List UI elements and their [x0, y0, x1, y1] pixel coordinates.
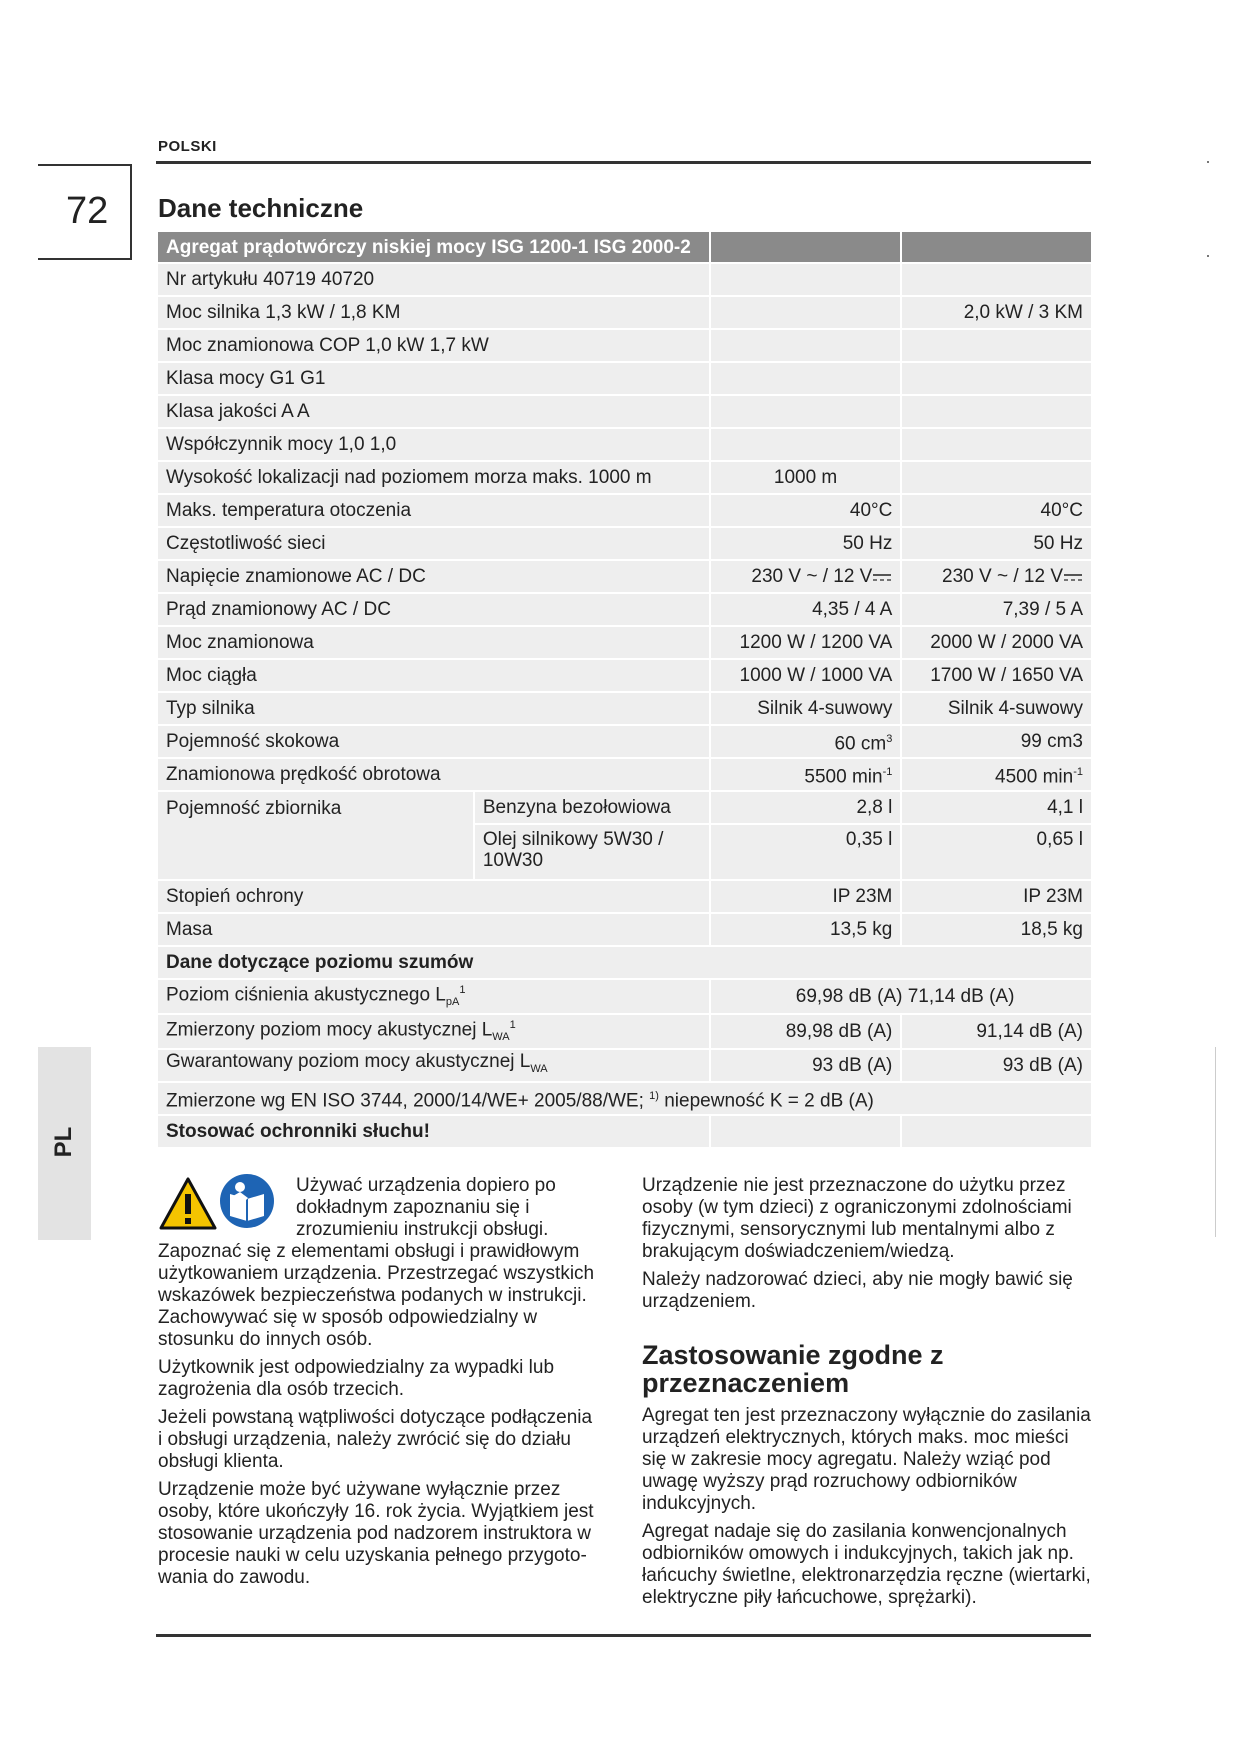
- value-cell: [901, 395, 1092, 428]
- row-label: Prąd znamionowy AC / DC: [158, 593, 710, 626]
- ear-protection-warning: Stosować ochronniki słuchu!: [158, 1115, 710, 1148]
- value-cell: [901, 263, 1092, 296]
- table-header-row: [158, 232, 1092, 263]
- edge-line: [1215, 1047, 1216, 1237]
- table-row: [158, 626, 1092, 659]
- row-label: Pojemność zbiornika: [158, 791, 474, 880]
- value-cell: 93 dB (A): [710, 1049, 902, 1082]
- table-row: [158, 494, 1092, 527]
- value-cell: [901, 428, 1092, 461]
- table-row: [158, 725, 1092, 758]
- value-cell: [901, 1115, 1092, 1148]
- value-cell: 2000 W / 2000 VA: [901, 626, 1092, 659]
- value-cell: 93 dB (A): [901, 1049, 1092, 1082]
- row-label: Typ silnika: [158, 692, 710, 725]
- row-label: [158, 1014, 710, 1049]
- measurement-note: [158, 1082, 1092, 1115]
- table-header-cell: Agregat prądotwórczy niskiej mocy ISG 1200-1 ISG 2000-2: [158, 232, 710, 263]
- speed-value: 4500 min: [995, 766, 1074, 788]
- right-column: [642, 1175, 1092, 1615]
- table-row: [158, 1049, 1092, 1082]
- value-cell: 0,65 l: [901, 824, 1092, 880]
- value-cell: [710, 1115, 902, 1148]
- table-row: [158, 758, 1092, 791]
- footer-rule: [156, 1634, 1091, 1637]
- value-cell: 1000 W / 1000 VA: [710, 659, 902, 692]
- value-cell: [710, 725, 902, 758]
- table-row: [158, 946, 1092, 979]
- sub-label: Olej silnikowy 5W30 / 10W30: [474, 824, 710, 880]
- header-rule: [156, 161, 1091, 164]
- speed-value: 5500 min: [804, 766, 883, 788]
- left-column: [158, 1175, 598, 1595]
- table-row: [158, 659, 1092, 692]
- value-cell: 18,5 kg: [901, 913, 1092, 946]
- noise-section-label: Dane dotyczące poziomu szumów: [158, 946, 1092, 979]
- language-side-tab-label: PL: [50, 1126, 77, 1158]
- table-row: [158, 1014, 1092, 1049]
- value-cell: 4,1 l: [901, 791, 1092, 824]
- unit-superscript: -1: [882, 765, 893, 778]
- row-label: [158, 1049, 710, 1082]
- value-cell: Silnik 4-suwowy: [710, 692, 902, 725]
- table-row: [158, 1082, 1092, 1115]
- row-label: Częstotliwość sieci: [158, 527, 710, 560]
- value-cell: [710, 296, 902, 329]
- value-cell: 4,35 / 4 A: [710, 593, 902, 626]
- paragraph: Użytkownik jest odpowiedzialny za wypadki lub zagrożenia dla osób trzecich.: [158, 1357, 555, 1400]
- value-cell: 50 Hz: [901, 527, 1092, 560]
- value-cell: 69,98 dB (A) 71,14 dB (A): [710, 979, 1092, 1014]
- table-row: [158, 913, 1092, 946]
- table-row: [158, 527, 1092, 560]
- table-row: [158, 362, 1092, 395]
- section-title: Dane techniczne: [158, 193, 364, 223]
- value-cell: 91,14 dB (A): [901, 1014, 1092, 1049]
- paragraph: Należy nadzorować dzieci, aby nie mogły bawić się urządzeniem.: [642, 1269, 1073, 1312]
- intended-use-heading: Zastosowanie zgodne z przeznaczeniem: [642, 1340, 944, 1398]
- technical-data-table: [158, 232, 1093, 1149]
- value-cell: [710, 758, 902, 791]
- value-cell: 2,8 l: [710, 791, 902, 824]
- value-cell: 89,98 dB (A): [710, 1014, 902, 1049]
- value-cell: IP 23M: [901, 880, 1092, 913]
- value-cell: 50 Hz: [710, 527, 902, 560]
- value-cell: 1200 W / 1200 VA: [710, 626, 902, 659]
- paragraph: Używać urządzenia dopiero po dokładnym zapoznaniu się i zrozumieniu instrukcji obsługi.: [296, 1175, 556, 1240]
- value-cell: IP 23M: [710, 880, 902, 913]
- voltage-value: 230 V ~ / 12 V: [751, 566, 873, 587]
- row-label: Moc silnika 1,3 kW / 1,8 KM: [158, 296, 710, 329]
- row-label: Stopień ochrony: [158, 880, 710, 913]
- pressure-label-text: Poziom ciśnienia akustycznego L: [166, 984, 446, 1006]
- value-cell: 7,39 / 5 A: [901, 593, 1092, 626]
- table-row: [158, 329, 1092, 362]
- value-cell: [710, 395, 902, 428]
- unit-superscript: -1: [1073, 765, 1083, 778]
- value-cell: 2,0 kW / 3 KM: [901, 296, 1092, 329]
- guaranteed-power-label-text: Gwarantowany poziom mocy akustycznej L: [166, 1051, 531, 1073]
- measured-power-label-text: Zmierzony poziom mocy akustycznej L: [166, 1019, 493, 1041]
- value-cell: [901, 461, 1092, 494]
- paragraph: Urządzenie nie jest przeznaczone do użytku przez osoby (w tym dzieci) z ograniczonymi zdolnościami fizycznymi, sensorycznymi lub mentalnymi albo z brakującym doświadczeniem/wiedzą.: [642, 1175, 1072, 1262]
- row-label: Klasa mocy G1 G1: [158, 362, 710, 395]
- value-cell: [901, 560, 1092, 593]
- footnote-marker: 1: [509, 1019, 516, 1032]
- row-label: Pojemność skokowa: [158, 725, 710, 758]
- note-text: niepewność K = 2 dB (A): [664, 1090, 874, 1112]
- value-cell: 0,35 l: [710, 824, 902, 880]
- value-cell: [710, 362, 902, 395]
- row-label: Nr artykułu 40719 40720: [158, 263, 710, 296]
- row-label: Współczynnik mocy 1,0 1,0: [158, 428, 710, 461]
- row-label: Moc znamionowa COP 1,0 kW 1,7 kW: [158, 329, 710, 362]
- paragraph: Agregat nadaje się do zasilania konwencjonalnych odbiorników omowych i indukcyjnych, takich jak np. łańcuchy świetlne, elektronarzędzia ręczne (wiertarki, elektryczne piły łańcuchowe, sprężarki).: [642, 1521, 1091, 1608]
- table-row: [158, 296, 1092, 329]
- table-row: [158, 428, 1092, 461]
- language-header: POLSKI: [158, 138, 217, 155]
- value-cell: [710, 329, 902, 362]
- displacement-value: 60 cm: [834, 733, 887, 755]
- row-label: Napięcie znamionowe AC / DC: [158, 560, 710, 593]
- dc-symbol-icon: [872, 572, 892, 582]
- value-cell: 40°C: [901, 494, 1092, 527]
- row-label: Klasa jakości A A: [158, 395, 710, 428]
- table-row: [158, 880, 1092, 913]
- value-cell: 40°C: [710, 494, 902, 527]
- page-number: 72: [66, 190, 109, 232]
- edge-mark: [1207, 255, 1209, 257]
- table-row: [158, 791, 1092, 824]
- table-row: [158, 461, 1092, 494]
- table-header-cell: [710, 232, 902, 263]
- paragraph: Jeżeli powstaną wątpliwości dotyczące podłączenia i obsługi urządzenia, należy zwrócić się do działu obsługi klienta.: [158, 1407, 593, 1472]
- table-header-cell: [901, 232, 1092, 263]
- row-label: [158, 979, 710, 1014]
- label-subscript: WA: [530, 1063, 548, 1076]
- note-text: Zmierzone wg EN ISO 3744, 2000/14/WE+ 2005/88/WE;: [166, 1090, 650, 1112]
- value-cell: [710, 560, 902, 593]
- edge-mark: [1207, 161, 1209, 163]
- value-cell: [710, 428, 902, 461]
- label-subscript: WA: [492, 1031, 510, 1044]
- row-label: Wysokość lokalizacji nad poziomem morza maks. 1000 m: [158, 461, 710, 494]
- paragraph: Urządzenie może być używane wyłącznie przez osoby, które ukończyły 16. rok życia. Wyjątkiem jest stosowanie urządzenia pod nadzorem instruktora w procesie nauki w celu uzyskania pełnego przygoto- wania do zawodu.: [158, 1479, 594, 1588]
- value-cell: Silnik 4-suwowy: [901, 692, 1092, 725]
- label-subscript: pA: [445, 996, 460, 1009]
- unit-superscript: 3: [886, 732, 893, 745]
- table-row: [158, 1115, 1092, 1148]
- value-cell: [901, 362, 1092, 395]
- value-cell: [710, 263, 902, 296]
- row-label: Znamionowa prędkość obrotowa: [158, 758, 710, 791]
- paragraph: Agregat ten jest przeznaczony wyłącznie do zasilania urządzeń elektrycznych, których maks. moc mieści się w zakresie mocy agregatu. Należy wziąć pod uwagę wyższy prąd rozruchowy odbiorników indukcyjnych.: [642, 1405, 1091, 1514]
- value-cell: [901, 758, 1092, 791]
- row-label: Moc ciągła: [158, 659, 710, 692]
- table-row: [158, 979, 1092, 1014]
- table-row: [158, 593, 1092, 626]
- table-row: [158, 263, 1092, 296]
- table-row: [158, 560, 1092, 593]
- row-label: Masa: [158, 913, 710, 946]
- footnote-marker: 1): [649, 1090, 659, 1103]
- row-label: Maks. temperatura otoczenia: [158, 494, 710, 527]
- voltage-value: 230 V ~ / 12 V: [942, 566, 1063, 587]
- row-label: Moc znamionowa: [158, 626, 710, 659]
- value-cell: 13,5 kg: [710, 913, 902, 946]
- footnote-marker: 1: [459, 984, 466, 996]
- table-row: [158, 692, 1092, 725]
- dc-symbol-icon: [1063, 572, 1083, 582]
- sub-label: Benzyna bezołowiowa: [474, 791, 710, 824]
- table-row: [158, 395, 1092, 428]
- value-cell: 99 cm3: [901, 725, 1092, 758]
- paragraph: Zapoznać się z elementami obsługi i prawidłowym użytkowaniem urządzenia. Przestrzegać wszystkich wskazówek bezpieczeństwa podanych w instrukcji. Zachowywać się w sposób odpowiedzialny w stosunku do innych osób.: [158, 1241, 595, 1350]
- value-cell: 1000 m: [710, 461, 902, 494]
- value-cell: [901, 329, 1092, 362]
- value-cell: 1700 W / 1650 VA: [901, 659, 1092, 692]
